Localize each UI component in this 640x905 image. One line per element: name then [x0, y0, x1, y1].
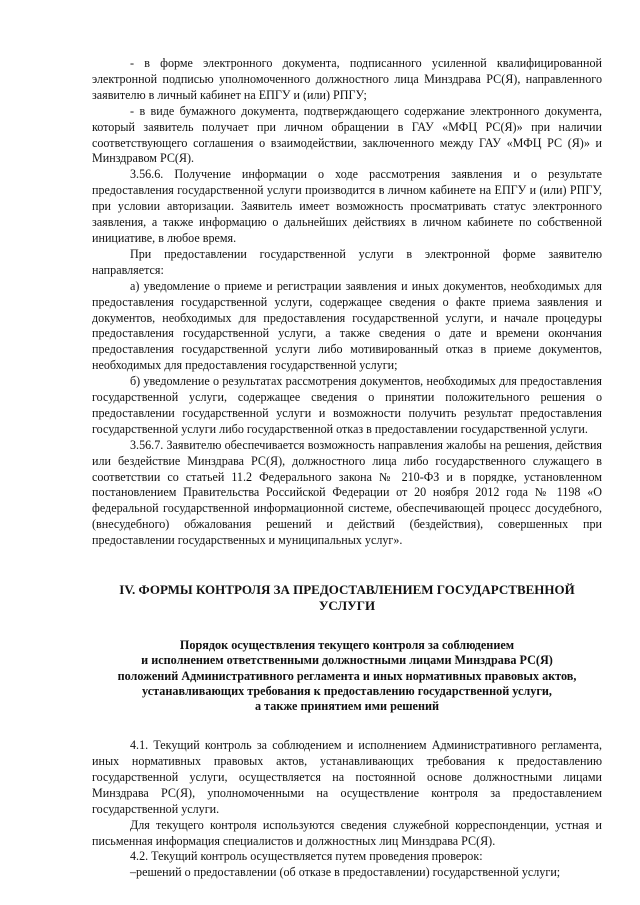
paragraph-paper-form: - в виде бумажного документа, подтверждающего содержание электронного документа, который заявитель получает при личном обращении в ГАУ «МФЦ РС(Я)» при наличии соответствующего соглашения о взаимодействии, заключенного между ГАУ «МФЦ РС (Я)» и Минздравом РС(Я).: [92, 103, 602, 166]
subsection-title-line: Порядок осуществления текущего контроля за соблюдением: [179, 638, 515, 653]
paragraph-item-a: а) уведомление о приеме и регистрации заявления и иных документов, необходимых для предоставления государственной услуги, содержащее сведения о факте приема заявления и документов, необходимых для предоставления государственной услуги, и начале процедуры предоставления государственной услуги, а также сведения о дате и времени окончания предоставления государственной услуги либо мотивированный отказ в приеме документов, необходимых для предоставления государственной услуги;: [92, 278, 602, 373]
paragraph-4-2: 4.2. Текущий контроль осуществляется путем проведения проверок:: [130, 849, 483, 864]
paragraph-decisions-check: –решений о предоставлении (об отказе в предоставлении) государственной услуги;: [130, 865, 561, 880]
paragraph-4-1: 4.1. Текущий контроль за соблюдением и исполнением Административного регламента, иных нормативных правовых актов, устанавливающих требования к предоставлению государственной услуги, осуществляется на постоянной основе должностными лицами Минздрава РС(Я), уполномоченными на осуществление контроля за предоставлением государственной услуги.: [92, 738, 602, 816]
subsection-title-line: положений Административного регламента и иных нормативных правовых актов,: [117, 668, 577, 683]
section-title: [92, 582, 602, 613]
paragraph-3-56-6: 3.56.6. Получение информации о ходе рассмотрения заявления и о результате предоставления государственной услуги производится в личном кабинете на ЕПГУ и (или) РПГУ, при условии авторизации. Заявитель имеет возможность просматривать статус электронного заявления, а также информацию о дальнейших действиях в личном кабинете по собственной инициативе, в любое время.: [92, 167, 602, 245]
body-text-top: [92, 56, 602, 549]
section-title-line-1: IV. ФОРМЫ КОНТРОЛЯ ЗА ПРЕДОСТАВЛЕНИЕМ ГОСУДАРСТВЕННОЙ: [119, 582, 575, 598]
body-text-bottom: [92, 738, 602, 881]
spacer: [92, 714, 602, 738]
subsection-title: [92, 638, 602, 714]
section-title-line-2: УСЛУГИ: [318, 597, 376, 613]
paragraph-control-sources: Для текущего контроля используются сведения служебной корреспонденции, устная и письменная информация специалистов и должностных лиц Минздрава РС(Я).: [92, 817, 602, 848]
paragraph-item-b: б) уведомление о результатах рассмотрения документов, необходимых для предоставления государственной услуги, содержащее сведения о принятии положительного решения о предоставлении государственной услуги и возможности получить результат предоставления государственной услуги либо государственной отказ в предоставлении государственной услуги.: [92, 374, 602, 436]
paragraph-notifications-intro: При предоставлении государственной услуги в электронной форме заявителю направляется:: [92, 246, 602, 277]
subsection-title-line: а также принятием ими решений: [254, 698, 440, 713]
subsection-title-line: устанавливающих требования к предоставлению государственной услуги,: [142, 683, 552, 698]
paragraph-3-56-7: 3.56.7. Заявителю обеспечивается возможность направления жалобы на решения, действия или бездействие Минздрава РС(Я), должностного лица либо государственного служащего в соответствии со статьей 11.2 Федерального закона № 210-ФЗ и в порядке, установленном постановлением Правительства Российской Федерации от 20 ноября 2012 года № 1198 «О федеральной государственной информационной системе, обеспечивающей процесс досудебного, (внесудебного) обжалования решений и действий (бездействия), совершенных при предоставлении государственных и муниципальных услуг».: [92, 437, 602, 548]
subsection-title-line: и исполнением ответственными должностными лицами Минздрава РС(Я): [141, 653, 553, 668]
paragraph-electronic-form: - в форме электронного документа, подписанного усиленной квалифицированной электронной подписью уполномоченного должностного лица Минздрава РС(Я), направленного заявителю в личный кабинет на ЕПГУ и (или) РПГУ;: [92, 56, 602, 102]
